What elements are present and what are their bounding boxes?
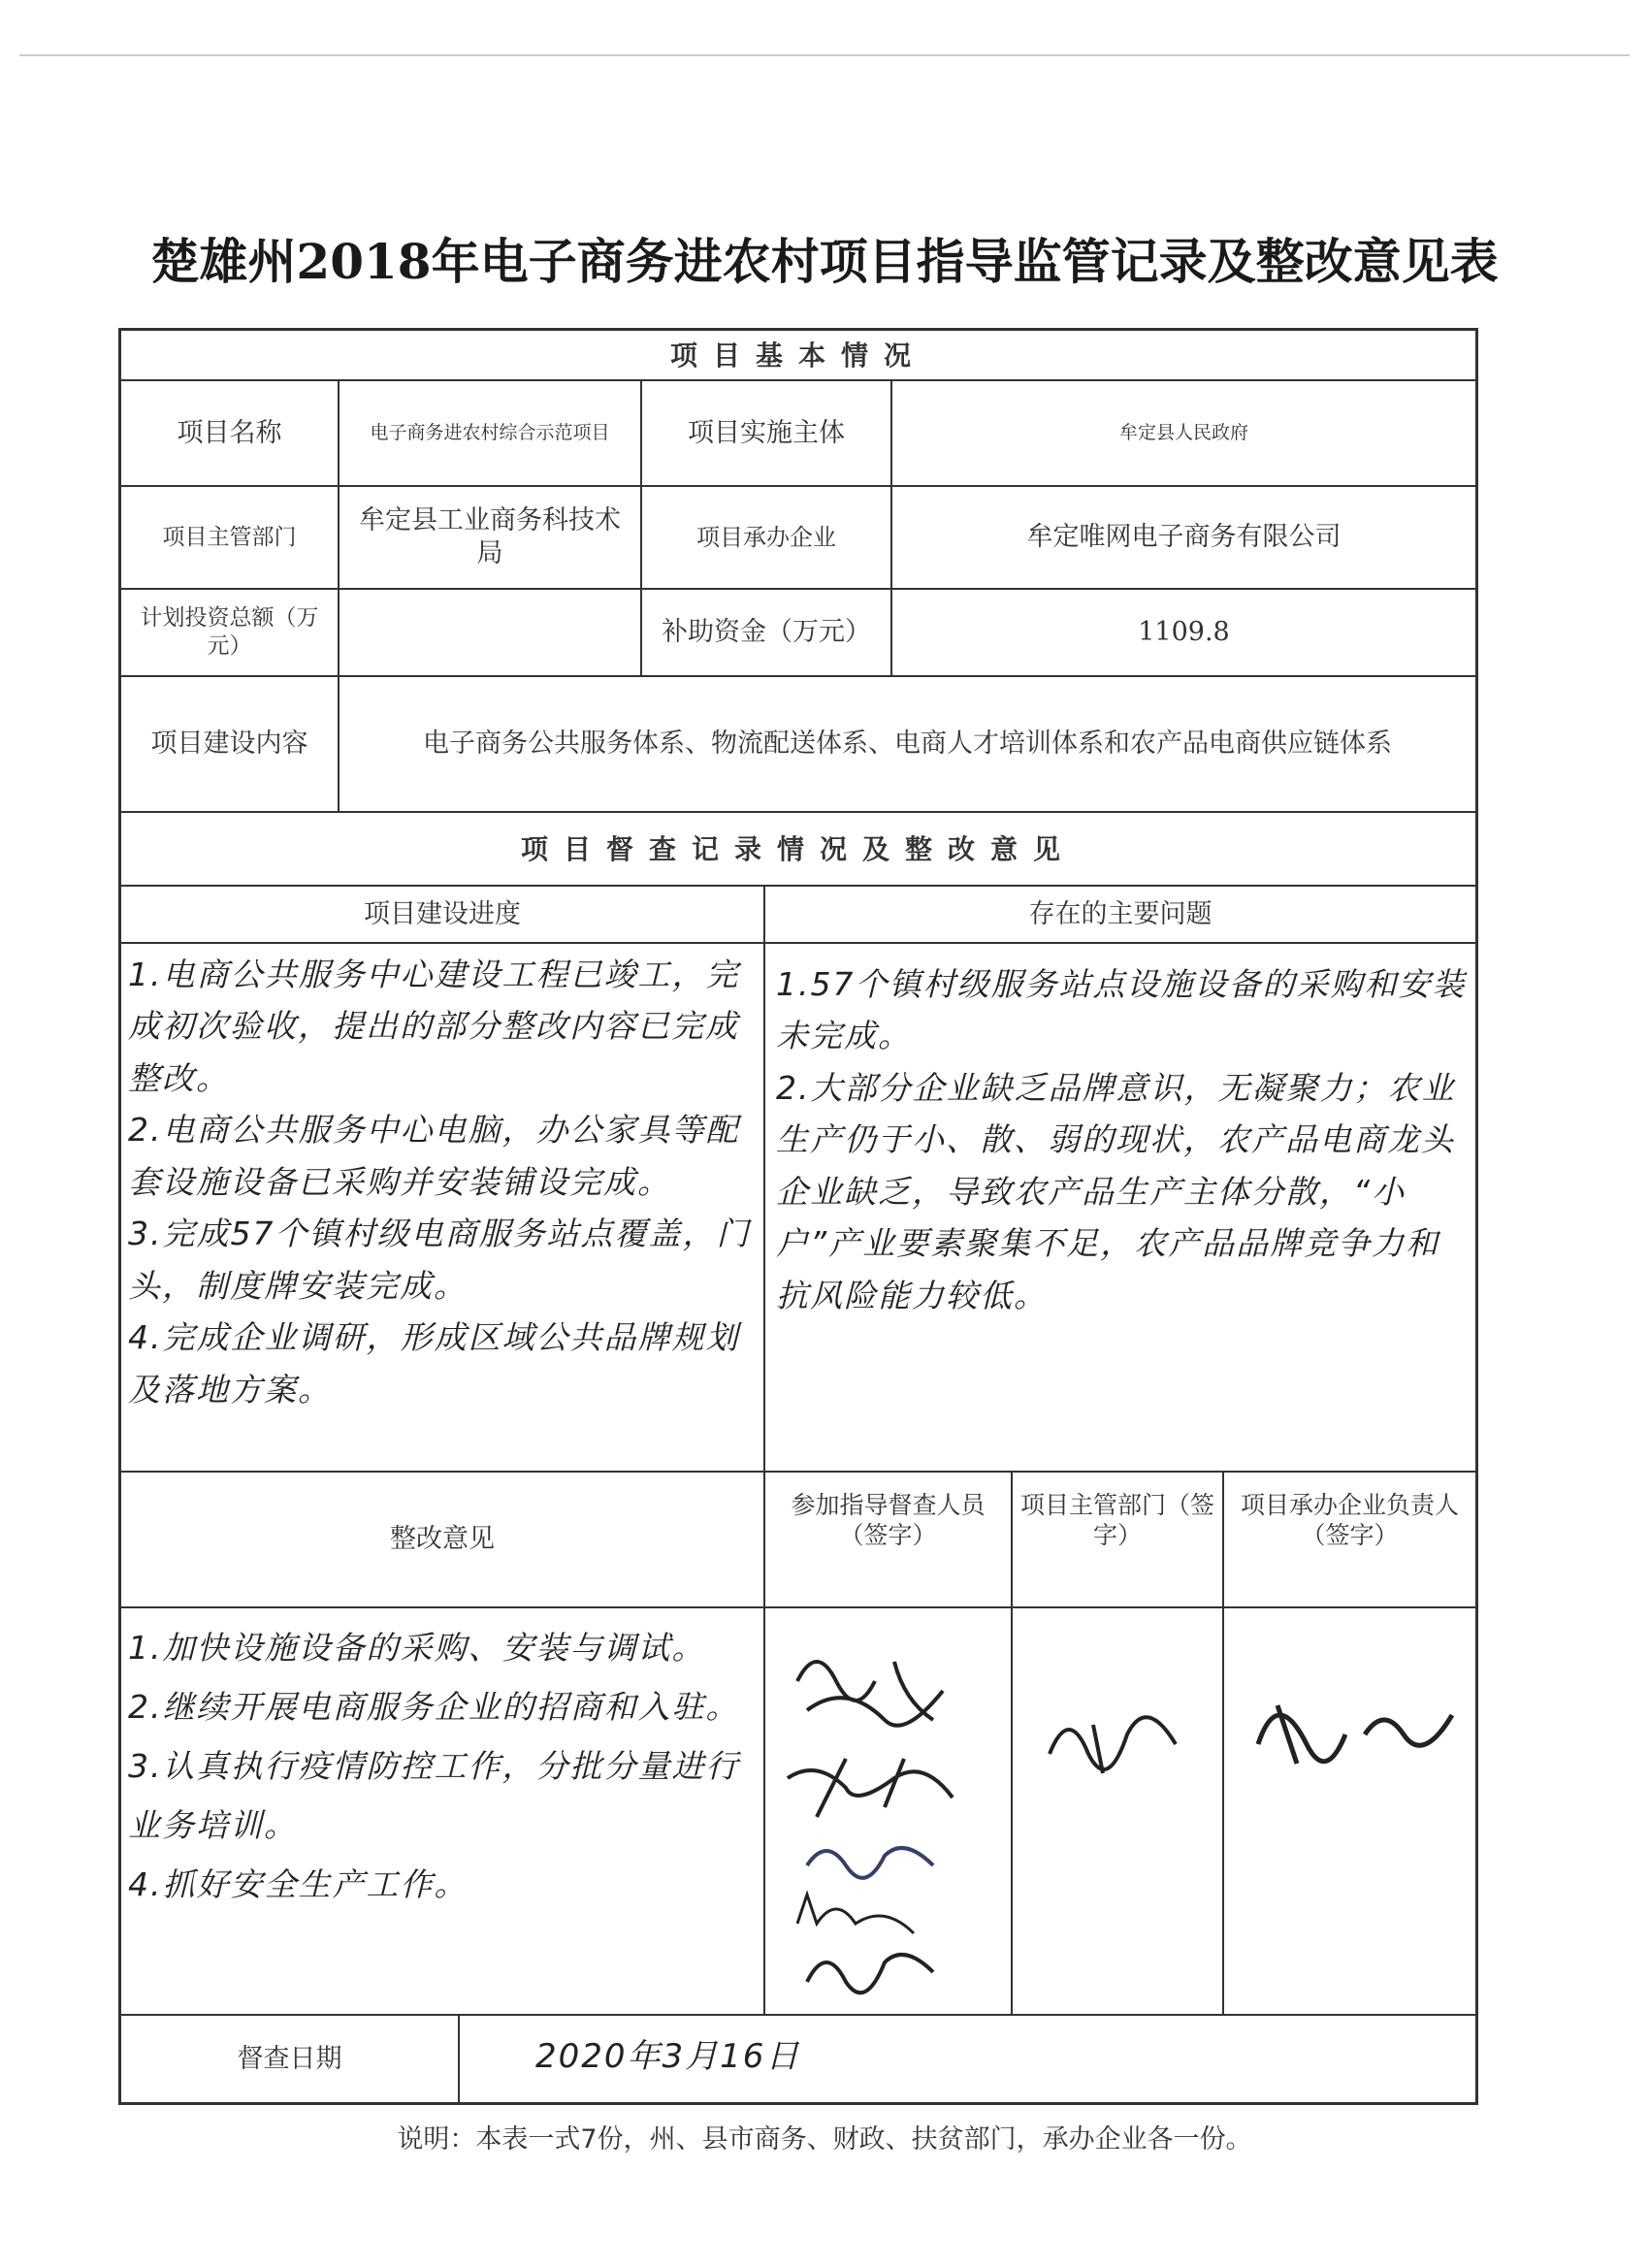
dept-signature bbox=[1035, 1686, 1200, 1802]
rectification-label: 整改意见 bbox=[390, 1524, 495, 1555]
content-value: 电子商务公共服务体系、物流配送体系、电商人才培训体系和农产品电商供应链体系 bbox=[423, 729, 1392, 760]
company-label: 项目承办企业 bbox=[696, 524, 836, 551]
subsidy-label: 补助资金（万元） bbox=[662, 617, 871, 648]
signer-company-label: 项目承办企业负责人（签字） bbox=[1240, 1491, 1459, 1550]
inspectors-label: 参加指导督查人员（签字） bbox=[791, 1491, 986, 1550]
progress-text: 1.电商公共服务中心建设工程已竣工，完成初次验收，提出的部分整改内容已完成整改。 2.电商公共服务中心电脑，办公家具等配套设施设备已采购并安装铺设完成。 3.完成57个镇村级电商服务站点覆盖，门头，制度牌安装完成。 4.完成企业调研，形成区域公共品牌规划及落地方案。 bbox=[128, 956, 751, 1409]
date-label: 督查日期 bbox=[237, 2043, 342, 2074]
section-supervision-header: 项目督查记录情况及整改意见 bbox=[520, 832, 1076, 865]
signer-dept-label: 项目主管部门（签字） bbox=[1020, 1491, 1215, 1550]
progress-label: 项目建设进度 bbox=[364, 898, 521, 929]
project-name-label: 项目名称 bbox=[177, 417, 282, 448]
invest-label: 计划投资总额（万元） bbox=[140, 605, 319, 659]
problems-label: 存在的主要问题 bbox=[1028, 898, 1212, 929]
scan-edge-line bbox=[19, 54, 1630, 56]
project-name-value: 电子商务进农村综合示范项目 bbox=[370, 421, 610, 443]
footnote: 说明：本表一式7份，州、县市商务、财政、扶贫部门，承办企业各一份。 bbox=[397, 2124, 1252, 2155]
company-value: 牟定唯网电子商务有限公司 bbox=[1026, 522, 1342, 553]
dept-label: 项目主管部门 bbox=[162, 524, 297, 550]
subsidy-value: 1109.8 bbox=[1138, 617, 1230, 648]
date-value: 2020年3月16日 bbox=[535, 2037, 801, 2076]
section-basic-header: 项目基本情况 bbox=[669, 339, 926, 372]
invest-value bbox=[340, 590, 640, 675]
content-label: 项目建设内容 bbox=[150, 729, 308, 760]
form-table bbox=[118, 328, 1478, 2105]
rectification-text: 1.加快设施设备的采购、安装与调试。 2.继续开展电商服务企业的招商和入驻。 3.认真执行疫情防控工作，分批分量进行业务培训。 4.抓好安全生产工作。 bbox=[128, 1629, 740, 1904]
problems-text: 1.57个镇村级服务站点设施设备的采购和安装未完成。 2.大部分企业缺乏品牌意识，无凝聚力；农业生产仍于小、散、弱的现状，农产品电商龙头企业缺乏，导致农产品生产主体分散，“小户”产业要素聚集不足，农产品品牌竞争力和抗风险能力较低。 bbox=[776, 965, 1467, 1314]
form-title: 楚雄州2018年电子商务进农村项目指导监管记录及整改意见表 bbox=[150, 233, 1499, 290]
inspectors-signatures bbox=[778, 1623, 1001, 2001]
implementer-label: 项目实施主体 bbox=[688, 417, 845, 448]
dept-value: 牟定县工业商务科技术局 bbox=[359, 505, 621, 568]
company-signature bbox=[1239, 1667, 1462, 1802]
implementer-value: 牟定县人民政府 bbox=[1118, 421, 1248, 443]
